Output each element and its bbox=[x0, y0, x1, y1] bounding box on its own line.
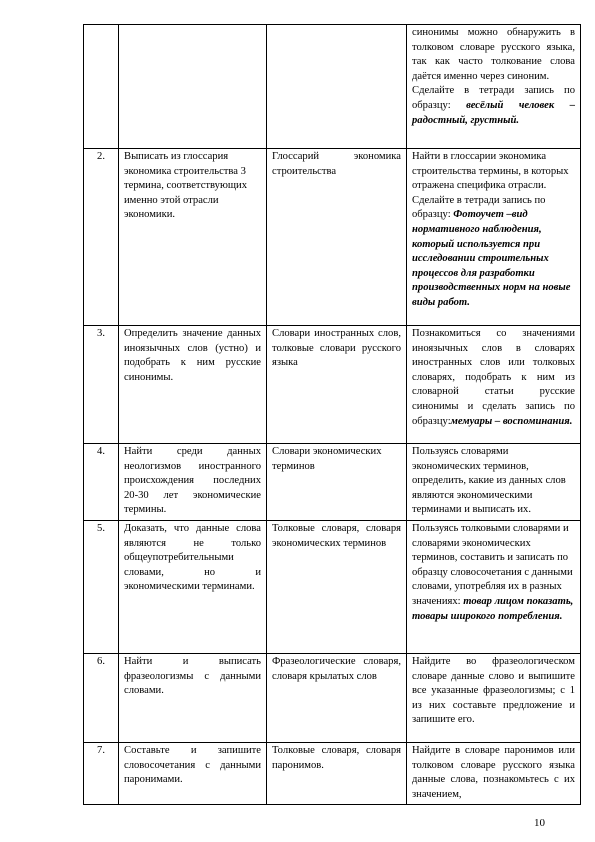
task-cell: Доказать, что данные слова являются не только общеупотребительными словами, но и экономическими терминами. bbox=[119, 520, 267, 653]
table-row bbox=[84, 149, 581, 326]
instruction-text: Сделайте в тетради запись по образцу: bbox=[412, 85, 575, 111]
row-number: 5. bbox=[84, 520, 119, 653]
instruction-text: Познакомиться со значениями иноязычных слов в словарях иностранных слов или толковых словарях, подобрать к ним из словарной статьи русские синонимы и сделать запись по образцу: bbox=[412, 328, 575, 427]
task-cell bbox=[119, 25, 267, 149]
row-number: 2. bbox=[84, 149, 119, 326]
row-number: 6. bbox=[84, 653, 119, 742]
instruction-cell bbox=[407, 444, 581, 521]
row-number: 3. bbox=[84, 326, 119, 444]
source-cell bbox=[267, 25, 407, 149]
source-cell: Словари экономических терминов bbox=[267, 444, 407, 521]
table-row bbox=[84, 444, 581, 521]
source-cell: Толковые словаря, словаря экономических терминов bbox=[267, 520, 407, 653]
tasks-table bbox=[83, 24, 581, 805]
table-row bbox=[84, 326, 581, 444]
row-number: 4. bbox=[84, 444, 119, 521]
task-cell: Определить значение данных иноязычных слов (устно) и подобрать к ним русские синонимы. bbox=[119, 326, 267, 444]
source-cell: Словари иностранных слов, толковые словари русского языка bbox=[267, 326, 407, 444]
instruction-text: синонимы можно обнаружить в толковом словаре русского языка, так как часто толкование слова даётся именно через синоним. bbox=[412, 27, 575, 82]
task-cell: Найти и выписать фразеологизмы с данными словами. bbox=[119, 653, 267, 742]
instruction-text: Найдите в словаре паронимов или толковом словаре русского языка данные слова, познакомьтесь с их значением, bbox=[412, 744, 575, 800]
row-number: 7. bbox=[84, 742, 119, 804]
instruction-text: Пользуясь толковыми словарями и словарями экономических терминов, составить и записать по образцу словосочетания с данными словами, употребляя их в разных значениях: bbox=[412, 522, 573, 607]
table-row bbox=[84, 520, 581, 653]
instruction-cell bbox=[407, 25, 581, 149]
table-row bbox=[84, 25, 581, 149]
instruction-cell bbox=[407, 742, 581, 804]
source-cell: Толковые словаря, словаря паронимов. bbox=[267, 742, 407, 804]
table-row bbox=[84, 653, 581, 742]
task-cell: Найти среди данных неологизмов иностранного происхождения последних 20-30 лет экономические термины. bbox=[119, 444, 267, 521]
table-row bbox=[84, 742, 581, 804]
example-text: товар лицом показать, товары широкого потребления. bbox=[412, 595, 574, 622]
example-text: весёлый человек – радостный, грустный. bbox=[412, 99, 575, 126]
instruction-text: Найдите во фразеологическом словаре данные слово и выпишите все указанные фразеологизмы; с 1 из них составьте предложение и запишите его. bbox=[412, 655, 575, 726]
instruction-cell bbox=[407, 520, 581, 653]
example-text: Фотоучет –вид нормативного наблюдения, который используется при исследовании строительных процессов для разработки производственных норм на новые виды работ. bbox=[412, 209, 571, 308]
source-cell: Глоссарий экономика строительства bbox=[267, 149, 407, 326]
instruction-cell bbox=[407, 326, 581, 444]
task-cell: Составьте и запишите словосочетания с данными паронимами. bbox=[119, 742, 267, 804]
row-number bbox=[84, 25, 119, 149]
page-number: 10 bbox=[534, 817, 545, 829]
task-cell: Выписать из глоссария экономика строительства 3 термина, соответствующих именно этой отрасли экономики. bbox=[119, 149, 267, 326]
source-cell: Фразеологические словаря, словаря крылатых слов bbox=[267, 653, 407, 742]
instruction-paragraph bbox=[412, 84, 575, 128]
example-text: мемуары – воспоминания. bbox=[450, 415, 573, 427]
instruction-cell bbox=[407, 653, 581, 742]
instruction-cell bbox=[407, 149, 581, 326]
instruction-text: Найти в глоссарии экономика строительства термины, в которых отражена специфика отрасли. Сделайте в тетради запись по образцу: bbox=[412, 151, 569, 221]
instruction-text: Пользуясь словарями экономических терминов, определить, какие из данных слов являются экономическими терминами и выписать их. bbox=[412, 446, 566, 516]
